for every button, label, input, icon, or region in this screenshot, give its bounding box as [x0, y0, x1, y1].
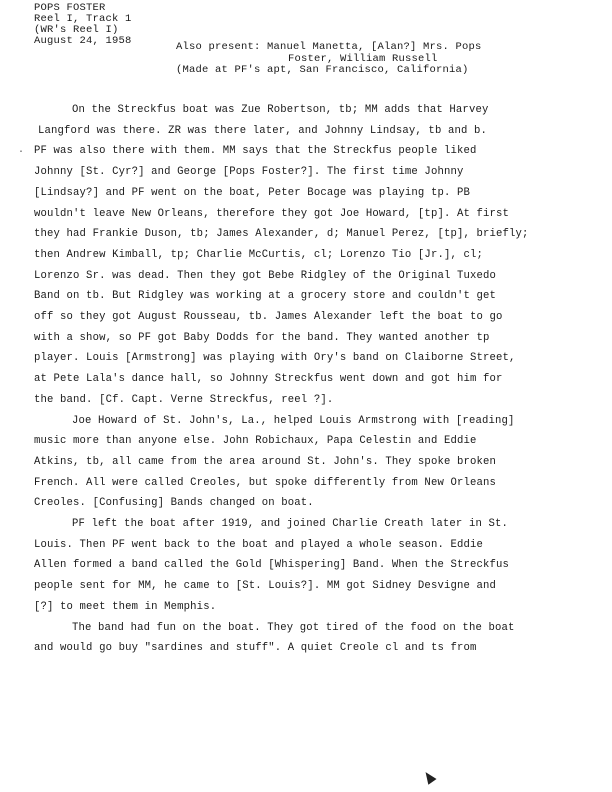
mouse-cursor-icon [421, 769, 436, 785]
transcript-line: PF left the boat after 1919, and joined Charlie Creath later in St. [72, 518, 508, 531]
transcript-line: wouldn't leave New Orleans, therefore they got Joe Howard, [tp]. At first [34, 207, 510, 220]
attendees-block [176, 42, 482, 77]
transcript-line: Louis. Then PF went back to the boat and played a whole season. Eddie [34, 538, 484, 551]
margin-mark: · [18, 147, 25, 158]
transcript-line: then Andrew Kimball, tp; Charlie McCurtis, cl; Lorenzo Tio [Jr.], cl; [34, 248, 484, 261]
transcript-line: Johnny [St. Cyr?] and George [Pops Foster?]. The first time Johnny [34, 166, 464, 179]
reel-track: Reel I, Track 1 [34, 13, 132, 25]
transcript-line: the band. [Cf. Capt. Verne Streckfus, reel ?]. [34, 393, 334, 406]
transcript-line: with a show, so PF got Baby Dodds for the band. They wanted another tp [34, 331, 490, 344]
transcript-line: Joe Howard of St. John's, La., helped Louis Armstrong with [reading] [72, 414, 515, 427]
interviewee-name: POPS FOSTER [34, 2, 106, 14]
transcript-line: PF was also there with them. MM says that the Streckfus people liked [34, 145, 477, 158]
transcript-line: Langford was there. ZR was there later, and Johnny Lindsay, tb and b. [38, 124, 488, 137]
reel-reference: (WR's Reel I) [34, 24, 119, 36]
transcript-line: Creoles. [Confusing] Bands changed on boat. [34, 497, 314, 510]
transcript-line: The band had fun on the boat. They got tired of the food on the boat [72, 621, 515, 634]
transcript-line: off so they got August Rousseau, tb. James Alexander left the boat to go [34, 311, 503, 324]
transcript-line: [?] to meet them in Memphis. [34, 600, 217, 613]
transcript-line: music more than anyone else. John Robichaux, Papa Celestin and Eddie [34, 435, 477, 448]
document-header-info [34, 3, 132, 47]
transcript-line: Lorenzo Sr. was dead. Then they got Bebe Ridgley of the Original Tuxedo [34, 269, 497, 282]
also-present-line: Also present: Manuel Manetta, [Alan?] Mrs. Pops [176, 41, 482, 53]
interview-date: August 24, 1958 [34, 35, 132, 47]
also-present-continued: Foster, William Russell [288, 52, 438, 65]
transcript-line: Band on tb. But Ridgley was working at a grocery store and couldn't get [34, 290, 497, 303]
transcript-line: Allen formed a band called the Gold [Whispering] Band. When the Streckfus [34, 559, 510, 572]
transcript-body [34, 100, 584, 659]
transcript-line: French. All were called Creoles, but spoke differently from New Orleans [34, 476, 497, 489]
transcript-line: they had Frankie Duson, tb; James Alexander, d; Manuel Perez, [tp], briefly; [34, 228, 529, 241]
transcript-line: and would go buy "sardines and stuff". A quiet Creole cl and ts from [34, 642, 477, 655]
transcript-line: On the Streckfus boat was Zue Robertson, tb; MM adds that Harvey [72, 104, 489, 116]
transcript-line: Atkins, tb, all came from the area around St. John's. They spoke broken [34, 455, 497, 468]
transcript-line: at Pete Lala's dance hall, so Johnny Streckfus went down and got him for [34, 373, 503, 386]
recording-location: (Made at PF's apt, San Francisco, California) [176, 64, 469, 76]
transcript-line: people sent for MM, he came to [St. Louis?]. MM got Sidney Desvigne and [34, 580, 497, 593]
transcript-line: player. Louis [Armstrong] was playing with Ory's band on Claiborne Street, [34, 352, 516, 365]
transcript-line: [Lindsay?] and PF went on the boat, Peter Bocage was playing tp. PB [34, 186, 470, 199]
